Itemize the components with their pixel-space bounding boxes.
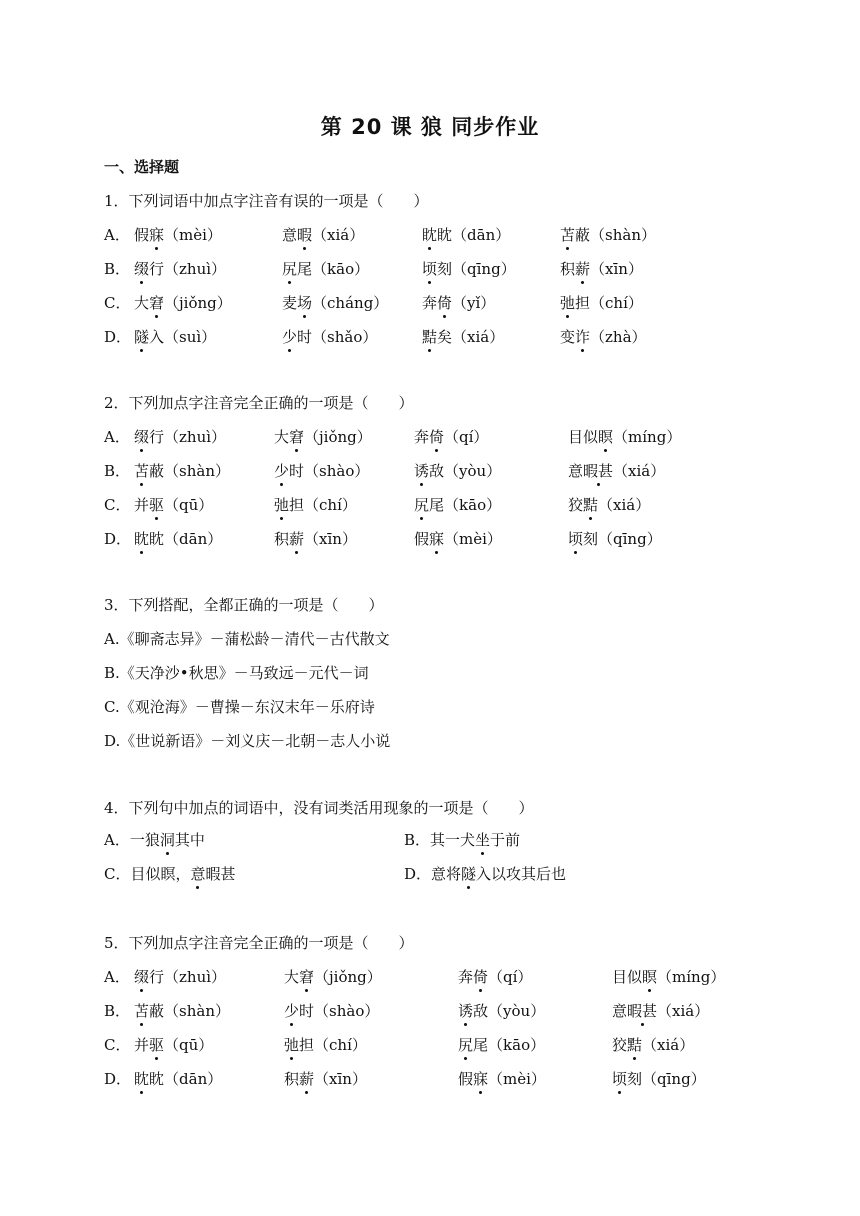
word-char: 窘 bbox=[299, 968, 315, 986]
word-with-pinyin bbox=[134, 494, 213, 516]
word-char: 敌 bbox=[473, 1002, 489, 1020]
option-text: 于前 bbox=[490, 831, 521, 849]
word-with-pinyin bbox=[284, 966, 382, 988]
option-letter: A． bbox=[104, 968, 130, 986]
word-char: 奔 bbox=[414, 428, 430, 446]
word-char: 顷 bbox=[422, 260, 438, 278]
word-with-pinyin bbox=[284, 1000, 379, 1022]
word-with-pinyin bbox=[282, 292, 388, 314]
word-with-pinyin bbox=[274, 528, 357, 550]
word-char: 诱 bbox=[458, 1002, 474, 1020]
word-char: 蔽 bbox=[149, 1002, 165, 1020]
word-with-pinyin bbox=[134, 1068, 222, 1090]
word-with-pinyin bbox=[612, 1034, 694, 1056]
word-char: 狡 bbox=[612, 1036, 628, 1054]
word-char: 假 bbox=[414, 530, 430, 548]
word-with-pinyin bbox=[134, 1034, 213, 1056]
word-char: 瞑 bbox=[598, 428, 614, 446]
word-char: 尾 bbox=[429, 496, 445, 514]
dotted-char: 意 bbox=[190, 865, 206, 883]
pinyin: （chí） bbox=[314, 1036, 367, 1054]
page-title: 第 20 课 狼 同步作业 bbox=[320, 115, 540, 139]
word-char: 少 bbox=[274, 462, 290, 480]
pinyin: （jiǒng） bbox=[304, 428, 372, 446]
word-char: 薪 bbox=[299, 1070, 315, 1088]
pinyin: （shàn） bbox=[164, 462, 230, 480]
word-char: 缀 bbox=[134, 428, 150, 446]
word-with-pinyin bbox=[414, 460, 501, 482]
word-char: 倚 bbox=[473, 968, 489, 986]
word-char: 行 bbox=[149, 428, 165, 446]
word-char: 积 bbox=[274, 530, 290, 548]
word-char: 大 bbox=[274, 428, 290, 446]
pinyin: （shàn） bbox=[164, 1002, 230, 1020]
word-with-pinyin bbox=[568, 528, 662, 550]
pinyin: （kāo） bbox=[444, 496, 502, 514]
word-with-pinyin bbox=[134, 292, 232, 314]
word-char: 眈 bbox=[134, 1070, 150, 1088]
word-char: 尾 bbox=[473, 1036, 489, 1054]
word-char: 窘 bbox=[289, 428, 305, 446]
word-char: 诈 bbox=[575, 328, 591, 346]
pinyin: （xiá） bbox=[312, 226, 365, 244]
pinyin: （qū） bbox=[164, 1036, 214, 1054]
option-d bbox=[404, 863, 566, 885]
word-char: 苫 bbox=[134, 1002, 150, 1020]
pinyin: （cháng） bbox=[312, 294, 389, 312]
option-c bbox=[104, 863, 236, 885]
word-with-pinyin bbox=[458, 1068, 546, 1090]
word-char: 驱 bbox=[149, 496, 165, 514]
word-char: 目似 bbox=[568, 428, 599, 446]
word-char: 场 bbox=[297, 294, 313, 312]
option-letter: C． bbox=[104, 496, 131, 514]
pinyin: （shào） bbox=[314, 1002, 380, 1020]
word-char: 时 bbox=[297, 328, 313, 346]
pinyin: （mèi） bbox=[444, 530, 502, 548]
option-letter: B． bbox=[104, 462, 131, 480]
pinyin: （xiá） bbox=[598, 496, 651, 514]
pinyin: （xiá） bbox=[657, 1002, 710, 1020]
word-char: 意 bbox=[568, 462, 584, 480]
word-with-pinyin bbox=[560, 258, 643, 280]
option-text: C．目似瞑， bbox=[104, 865, 191, 883]
pinyin: （dān） bbox=[164, 530, 223, 548]
word-with-pinyin bbox=[282, 326, 377, 348]
word-char: 刻 bbox=[437, 260, 453, 278]
word-char: 矣 bbox=[437, 328, 453, 346]
word-with-pinyin bbox=[414, 426, 488, 448]
word-with-pinyin bbox=[560, 224, 656, 246]
word-with-pinyin bbox=[274, 426, 372, 448]
word-with-pinyin bbox=[422, 326, 504, 348]
word-char: 倚 bbox=[429, 428, 445, 446]
word-char: 寐 bbox=[473, 1070, 489, 1088]
option-text: 暇甚 bbox=[205, 865, 236, 883]
word-char: 时 bbox=[299, 1002, 315, 1020]
option-a bbox=[104, 829, 205, 851]
word-char: 并 bbox=[134, 1036, 150, 1054]
pinyin: （kāo） bbox=[488, 1036, 546, 1054]
pinyin: （xīn） bbox=[304, 530, 357, 548]
word-with-pinyin bbox=[134, 258, 226, 280]
word-char: 意 bbox=[282, 226, 298, 244]
pinyin: （dān） bbox=[452, 226, 511, 244]
word-with-pinyin bbox=[612, 1068, 706, 1090]
word-with-pinyin bbox=[284, 1034, 367, 1056]
word-with-pinyin bbox=[284, 1068, 367, 1090]
word-char: 入 bbox=[149, 328, 165, 346]
pinyin: （zhà） bbox=[590, 328, 647, 346]
pinyin: （qí） bbox=[444, 428, 489, 446]
pinyin: （chí） bbox=[304, 496, 357, 514]
option-text: 入以攻其后也 bbox=[476, 865, 567, 883]
option-c: C.《观沧海》－曹操－东汉末年－乐府诗 bbox=[104, 698, 375, 716]
word-with-pinyin bbox=[560, 292, 643, 314]
word-char: 眈 bbox=[134, 530, 150, 548]
option-letter: A． bbox=[104, 226, 130, 244]
word-char: 蔽 bbox=[575, 226, 591, 244]
word-char: 倚 bbox=[437, 294, 453, 312]
word-char: 狡 bbox=[568, 496, 584, 514]
section-heading: 一、选择题 bbox=[104, 158, 180, 176]
pinyin: （suì） bbox=[164, 328, 217, 346]
word-char: 眈 bbox=[149, 1070, 165, 1088]
word-char: 眈 bbox=[149, 530, 165, 548]
option-letter: C． bbox=[104, 294, 131, 312]
word-char: 弛 bbox=[284, 1036, 300, 1054]
word-with-pinyin bbox=[282, 224, 364, 246]
option-letter: B． bbox=[104, 1002, 131, 1020]
word-with-pinyin bbox=[458, 1034, 545, 1056]
word-char: 刻 bbox=[583, 530, 599, 548]
pinyin: （zhuì） bbox=[164, 260, 227, 278]
word-with-pinyin bbox=[568, 460, 665, 482]
option-a: A.《聊斋志异》－蒲松龄－清代－古代散文 bbox=[104, 630, 390, 648]
word-char: 诱 bbox=[414, 462, 430, 480]
word-char: 窘 bbox=[149, 294, 165, 312]
word-char: 眈 bbox=[422, 226, 438, 244]
word-char: 隧 bbox=[134, 328, 150, 346]
pinyin: （qí） bbox=[488, 968, 533, 986]
word-with-pinyin bbox=[134, 326, 216, 348]
word-char: 黠 bbox=[627, 1036, 643, 1054]
word-char: 蔽 bbox=[149, 462, 165, 480]
pinyin: （xiá） bbox=[613, 462, 666, 480]
word-char: 麦 bbox=[282, 294, 298, 312]
word-with-pinyin bbox=[422, 292, 495, 314]
word-char: 尻 bbox=[458, 1036, 474, 1054]
pinyin: （xīn） bbox=[314, 1070, 367, 1088]
pinyin: （yǐ） bbox=[452, 294, 496, 312]
word-char: 薪 bbox=[575, 260, 591, 278]
word-with-pinyin bbox=[560, 326, 647, 348]
option-text: D．意将 bbox=[404, 865, 462, 883]
word-with-pinyin bbox=[458, 1000, 545, 1022]
word-char: 眈 bbox=[437, 226, 453, 244]
word-char: 变 bbox=[560, 328, 576, 346]
word-char: 薪 bbox=[289, 530, 305, 548]
word-char: 尾 bbox=[297, 260, 313, 278]
word-with-pinyin bbox=[134, 460, 230, 482]
pinyin: （qīng） bbox=[642, 1070, 706, 1088]
word-with-pinyin bbox=[134, 426, 226, 448]
pinyin: （zhuì） bbox=[164, 968, 227, 986]
word-with-pinyin bbox=[274, 494, 357, 516]
word-char: 奔 bbox=[458, 968, 474, 986]
pinyin: （yòu） bbox=[488, 1002, 546, 1020]
word-with-pinyin bbox=[422, 258, 516, 280]
pinyin: （xiá） bbox=[642, 1036, 695, 1054]
word-char: 缀 bbox=[134, 968, 150, 986]
word-char: 顷 bbox=[612, 1070, 628, 1088]
word-with-pinyin bbox=[458, 966, 532, 988]
word-with-pinyin bbox=[134, 224, 222, 246]
word-char: 少 bbox=[282, 328, 298, 346]
word-char: 少 bbox=[284, 1002, 300, 1020]
option-letter: D． bbox=[104, 328, 132, 346]
dotted-char: 坐 bbox=[475, 831, 491, 849]
word-char: 黠 bbox=[583, 496, 599, 514]
word-with-pinyin bbox=[568, 494, 650, 516]
word-with-pinyin bbox=[134, 528, 222, 550]
pinyin: （dān） bbox=[164, 1070, 223, 1088]
word-with-pinyin bbox=[134, 1000, 230, 1022]
pinyin: （xiá） bbox=[452, 328, 505, 346]
word-char: 暇甚 bbox=[627, 1002, 658, 1020]
dotted-char: 隧 bbox=[461, 865, 477, 883]
question-stem: 3．下列搭配，全都正确的一项是（ ） bbox=[104, 596, 384, 614]
word-with-pinyin bbox=[282, 258, 369, 280]
pinyin: （jiǒng） bbox=[314, 968, 382, 986]
word-char: 意 bbox=[612, 1002, 628, 1020]
word-with-pinyin bbox=[612, 966, 725, 988]
option-b: B.《天净沙•秋思》－马致远－元代－词 bbox=[104, 664, 369, 682]
word-char: 并 bbox=[134, 496, 150, 514]
option-letter: B． bbox=[104, 260, 131, 278]
word-char: 担 bbox=[299, 1036, 315, 1054]
option-letter: A． bbox=[104, 428, 130, 446]
word-char: 大 bbox=[284, 968, 300, 986]
pinyin: （mèi） bbox=[164, 226, 222, 244]
word-char: 行 bbox=[149, 968, 165, 986]
word-char: 弛 bbox=[560, 294, 576, 312]
word-char: 积 bbox=[560, 260, 576, 278]
word-with-pinyin bbox=[414, 494, 501, 516]
option-letter: C． bbox=[104, 1036, 131, 1054]
option-text: 其中 bbox=[174, 831, 205, 849]
question-stem: 4．下列句中加点的词语中，没有词类活用现象的一项是（ ） bbox=[104, 799, 534, 817]
option-d: D.《世说新语》－刘义庆－北朝－志人小说 bbox=[104, 732, 391, 750]
option-b bbox=[404, 829, 520, 851]
word-char: 顷 bbox=[568, 530, 584, 548]
word-char: 苫 bbox=[560, 226, 576, 244]
pinyin: （zhuì） bbox=[164, 428, 227, 446]
word-with-pinyin bbox=[134, 966, 226, 988]
word-char: 担 bbox=[289, 496, 305, 514]
option-letter: D． bbox=[104, 530, 132, 548]
pinyin: （míng） bbox=[613, 428, 682, 446]
pinyin: （qīng） bbox=[452, 260, 516, 278]
word-char: 尻 bbox=[414, 496, 430, 514]
pinyin: （yòu） bbox=[444, 462, 502, 480]
pinyin: （chí） bbox=[590, 294, 643, 312]
word-char: 驱 bbox=[149, 1036, 165, 1054]
word-char: 刻 bbox=[627, 1070, 643, 1088]
pinyin: （jiǒng） bbox=[164, 294, 232, 312]
word-with-pinyin bbox=[612, 1000, 709, 1022]
word-char: 担 bbox=[575, 294, 591, 312]
question-stem: 2．下列加点字注音完全正确的一项是（ ） bbox=[104, 394, 414, 412]
pinyin: （shàn） bbox=[590, 226, 656, 244]
pinyin: （mèi） bbox=[488, 1070, 546, 1088]
dotted-char: 洞 bbox=[159, 831, 175, 849]
pinyin: （kāo） bbox=[312, 260, 370, 278]
word-char: 寐 bbox=[149, 226, 165, 244]
word-char: 假 bbox=[458, 1070, 474, 1088]
word-with-pinyin bbox=[568, 426, 681, 448]
word-char: 奔 bbox=[422, 294, 438, 312]
option-text: A．一狼 bbox=[104, 831, 160, 849]
pinyin: （qū） bbox=[164, 496, 214, 514]
word-char: 暇 bbox=[297, 226, 313, 244]
word-with-pinyin bbox=[274, 460, 369, 482]
word-with-pinyin bbox=[422, 224, 510, 246]
word-char: 积 bbox=[284, 1070, 300, 1088]
word-char: 缀 bbox=[134, 260, 150, 278]
option-text: B．其一犬 bbox=[404, 831, 476, 849]
pinyin: （shǎo） bbox=[312, 328, 378, 346]
option-letter: D． bbox=[104, 1070, 132, 1088]
word-char: 行 bbox=[149, 260, 165, 278]
word-char: 寐 bbox=[429, 530, 445, 548]
word-char: 弛 bbox=[274, 496, 290, 514]
pinyin: （shào） bbox=[304, 462, 370, 480]
pinyin: （míng） bbox=[657, 968, 726, 986]
question-stem: 1．下列词语中加点字注音有误的一项是（ ） bbox=[104, 192, 429, 210]
word-char: 时 bbox=[289, 462, 305, 480]
question-stem: 5．下列加点字注音完全正确的一项是（ ） bbox=[104, 934, 414, 952]
pinyin: （qīng） bbox=[598, 530, 662, 548]
word-char: 尻 bbox=[282, 260, 298, 278]
word-char: 假 bbox=[134, 226, 150, 244]
word-char: 大 bbox=[134, 294, 150, 312]
pinyin: （xīn） bbox=[590, 260, 643, 278]
word-char: 目似 bbox=[612, 968, 643, 986]
word-char: 暇甚 bbox=[583, 462, 614, 480]
word-char: 苫 bbox=[134, 462, 150, 480]
word-char: 黠 bbox=[422, 328, 438, 346]
word-char: 瞑 bbox=[642, 968, 658, 986]
word-char: 敌 bbox=[429, 462, 445, 480]
word-with-pinyin bbox=[414, 528, 502, 550]
